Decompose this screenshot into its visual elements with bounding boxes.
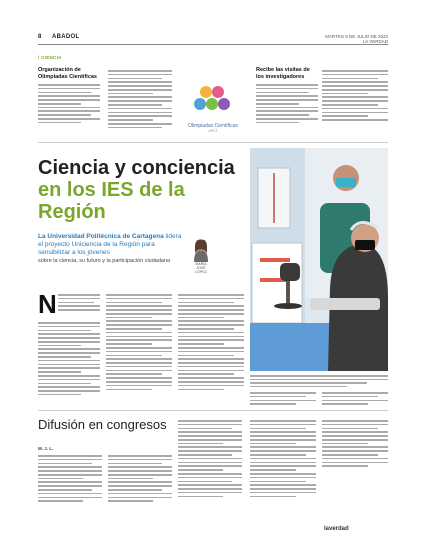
body-column-2	[106, 294, 172, 390]
top-column-5	[322, 70, 388, 121]
subheadline-secondary: sobre la ciencia, su futuro y la participación ciudadana	[38, 258, 171, 264]
section-2-title: Difusión en congresos	[38, 417, 167, 432]
olimpiadas-logo-icon	[178, 82, 248, 118]
subheadline	[38, 233, 188, 257]
section-2-column-1	[38, 455, 102, 502]
author-first-name: MARÍA JOSÉ	[195, 262, 207, 270]
body-column-1-top	[58, 294, 100, 311]
section-rule	[38, 410, 388, 411]
photo-caption	[250, 375, 388, 387]
strip-rule	[38, 142, 388, 143]
headline-line-2: en los IES de la Región	[38, 179, 185, 223]
body-column-4	[250, 392, 316, 405]
subheadline-rest: lidera el proyecto Uniciencia de la Región para sensibilizar a los jóvenes	[38, 233, 182, 256]
lab-photo	[250, 148, 388, 371]
footer-brand: laverdad	[324, 526, 349, 532]
body-column-3	[178, 294, 244, 390]
section-2-column-4	[250, 420, 316, 497]
section-2-column-2	[108, 455, 172, 502]
top-column-4-text	[256, 84, 318, 123]
top-column-1-heading: Organización de Olimpiadas Científicas	[38, 67, 97, 80]
author-byline	[191, 262, 211, 274]
logo-subcaption: UPCT	[208, 129, 218, 133]
logo-caption: Olimpiadas Científicas	[188, 123, 238, 129]
top-column-1	[38, 67, 100, 123]
top-column-2	[108, 70, 172, 128]
section-2-byline: M. J. L.	[38, 446, 54, 451]
body-column-5	[322, 392, 388, 405]
dateline-paper: LA VERDAD	[362, 39, 388, 44]
section-name: ABADOL	[52, 34, 80, 40]
headline-line-1: Ciencia y conciencia	[38, 157, 235, 179]
top-column-2-text	[108, 70, 172, 128]
top-column-4-heading: Recibe las visitas de los investigadores	[256, 67, 310, 80]
headline	[38, 157, 253, 223]
section-tag: / CIENCIA	[38, 55, 62, 60]
top-column-5-text	[322, 70, 388, 121]
body-column-1	[38, 322, 100, 395]
page-number: 8	[38, 34, 42, 40]
subheadline-lead: La Universidad Politécnica de Cartagena	[38, 233, 164, 240]
author-last-name: LÓPEZ	[195, 270, 207, 274]
section-2-column-3	[178, 420, 242, 497]
dropcap-letter: N	[38, 289, 57, 319]
top-column-4	[256, 67, 318, 123]
top-column-1-text	[38, 84, 100, 123]
olimpiadas-logo	[178, 82, 248, 137]
dateline	[325, 34, 388, 44]
section-2-column-5	[322, 420, 388, 467]
author-photo	[190, 238, 212, 262]
header-rule	[38, 44, 388, 45]
dateline-date: MARTES 5 DE JULIO DE 2022	[325, 34, 388, 39]
